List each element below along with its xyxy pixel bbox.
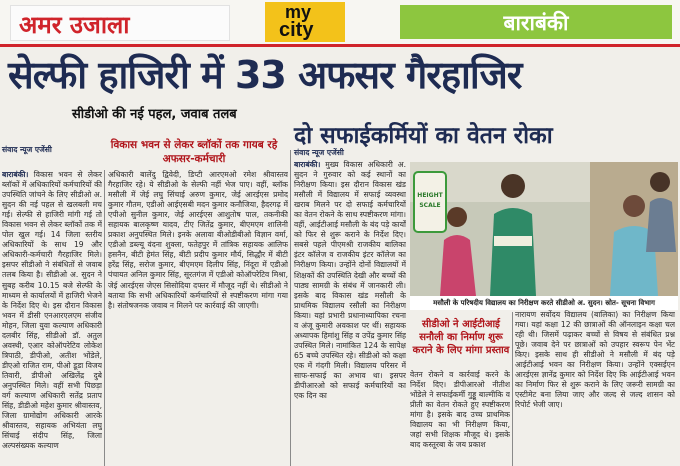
district-name: बाराबंकी xyxy=(503,11,569,35)
kicker-line: सीडीओ की नई पहल, जवाब तलब xyxy=(72,107,237,122)
article-column-4 xyxy=(410,370,510,466)
column-3-text: मुख्य विकास अधिकारी अ. सुदन ने गुरुवार को कई स्थानों का निरीक्षण किया। इस दौरान विकास खंड मसौली में विद्यालय में सफाई व्यवस्था खराब मिलने पर दो सफाई कर्मचारियों का वेतन रोकने के साथ स्पष्टीकरण मांगा। वहीं, आईटीआई मसौली के बंद पड़े कार्यों को फिर से शुरू कराने के निर्देश दिए। सबसे पहले पीएमश्री राजकीय बालिका इंटर कॉलेज व राजकीय इंटर कॉलेज का निरीक्षण किया। उन्होंने दोनों विद्यालयों में शिक्षकों की उपस्थिति देखी और बच्चों की पाठ्य सामग्री के संबंध में जानकारी ली। इसके बाद विकास खंड मसौली के प्राथमिक विद्यालय रसौली का निरीक्षण किया। यहां प्रभारी प्रधानाध्यापिका रचना व अंजू कुमारी अवकाश पर थीं। सहायक अध्यापक हिमांशु सिंह व उपेंद्र कुमार सिंह उपस्थित मिले। नामांकित 124 के सापेक्ष 65 बच्चे उपस्थित रहे। सीडीओ को कक्षा एक में गंदगी मिली। विद्यालय परिसर में साफ-सफाई का अभाव था। इसपर डीपीआरओ को सफाई कर्मचारियों का एक दिन का xyxy=(294,160,406,401)
byline-right: संवाद न्यूज एजेंसी xyxy=(294,148,344,157)
article-column-3 xyxy=(294,160,406,466)
photo-illustration xyxy=(410,162,678,296)
article-column-5 xyxy=(515,310,675,466)
article-column-2 xyxy=(108,170,288,466)
column-divider xyxy=(290,150,291,466)
dateline: बाराबंकी। xyxy=(294,160,321,169)
page-headline: सेल्फी हाजिरी में 33 अफसर गैरहाजिर xyxy=(8,53,522,97)
logo-text: अमर उजाला xyxy=(19,10,130,39)
dateline: बाराबंकी। xyxy=(2,170,29,179)
amar-ujala-logo xyxy=(10,5,230,41)
svg-text:SCALE: SCALE xyxy=(419,202,441,209)
district-banner xyxy=(400,5,672,39)
column-divider xyxy=(512,312,513,466)
column-1-text: विकास भवन से लेकर ब्लॉकों में अधिकारियों कर्मचारियों की उपस्थिति जांचने के लिए सीडीओ अ. सुदन की नई पहल से खलबली मच गई। सेल्फी से हाजिरी मांगी गई तो विकास भवन से लेकर ब्लॉकों तक में पोल खुल गई। 14 जिला स्तरीय अधिकारियों के साथ 19 और अधिकारी-कर्मचारी गैरहाजिर मिले। इसपर सीडीओ ने संबंधितों से जवाब तलब किया है। सीडीओ अ. सुदन ने सुबह करीब 10.15 बजे सेल्फी के माध्यम से कार्यालयों में हाजिरी भेजने के निर्देश दिए थे। इस दौरान विकास भवन में डीसी एनआरएलएम संजीव मोहन, जिला युवा कल्याण अधिकारी दलबीर सिंह, सीडीओ डॉ. अतुल अवस्थी, एआर कोऑपरेटिव लोकेश त्रिपाठी, डीपीओ, अतीश भोंडेले, डीएओ राजित राम, पीओ डूडा विजय तिवारी, डीपीओ अखिलेंद्र दुबे अनुपस्थित मिले। वहीं सभी पिछड़ा वर्ग कल्याण अधिकारी सतेंद्र प्रताप सिंह, डीडीओ महेश कुमार श्रीवास्तव, जिला ग्रामोद्योग अधिकारी आरके श्रीवास्तव, सहायक अभियंता लघु सिंचाई संदीप सिंह, जिला अल्पसंख्यक कल्याण xyxy=(2,170,102,451)
column-divider xyxy=(104,170,105,466)
boxed-subheading: सीडीओ ने आईटीआई सनौली का निर्माण शुरू कराने के लिए मांगा प्रस्ताव xyxy=(412,319,510,356)
mycity-my: my xyxy=(285,2,312,22)
mycity-city: city xyxy=(279,19,314,41)
red-tagline: विकास भवन से लेकर ब्लॉकों तक गायब रहे अफसर-कर्मचारी xyxy=(110,139,278,165)
byline-left: संवाद न्यूज एजेंसी xyxy=(2,145,52,154)
photo-caption: मसौली के परिषदीय विद्यालय का निरीक्षण करते सीडीओ अ. सुदन। स्रोत- सूचना विभाग xyxy=(410,296,678,310)
masthead-rule xyxy=(0,44,680,47)
column-2-text: अधिकारी बालेंदु द्विवेदी, डिप्टी आरएमओ रमेश श्रीवास्तव गैरहाजिर रहे। ये सीडीओ के सेल्फी नहीं भेज पाए। वहीं, ब्लॉक मसौली में जेई लघु सिंचाई अरुण कुमार, जेई आरईएस प्रमोद कुमार गौतम, एडीओ आईएसबी मदन कुमार कनौजिया, हैदरगढ़ में एपीओ सुनील कुमार, जेई आरईएस आशुतोष पाल, तकनीकी सहायक बालकृष्ण यादव, टीए जितेंद्र कुमार, बीएमएम शालिनी प्रकाश अनुपस्थित मिले। इनके अलावा बीओडीबीओ विज्ञान वर्मा, एडीओ डब्ल्यू वंदना शुक्ला, फतेहपुर में तांत्रिक सहायक आलिफ हसनैन, बीटी हेमंत सिंह, बीटी प्रदीप कुमार मौर्य, सिद्धौर में बीटी हरेंद्र सिंह, सरोज कुमार, बीएमएम दिलीप सिंह, निंदूरा में एडीओ पंचायत अनिल कुमार सिंह, सूरतगंज में एडीओ कोऑपरेटिव मिश्रा, जेई आरईएस जेएस सिसोदिया दफ्तर में मौजूद नहीं थे। सीडीओ ने बताया कि सभी अधिकारियों कर्मचारियों से स्पष्टीकरण मांगा गया है। संतोषजनक जवाब न मिलने पर कार्रवाई की जाएगी। xyxy=(108,170,288,310)
article-column-1 xyxy=(2,170,102,466)
column-5-text: नारायण सर्वोदय विद्यालय (बालिका) का निरीक्षण किया गया। यहां कक्षा 12 की छात्राओं की ऑनलाइन कक्षा चल रही थी। जिसमें पढ़ाकर बच्चों से विषय से संबंधित प्रश्न पूछे। जवाब देने पर छात्राओं को उपहार स्वरूप पेन भेंट किए। इसके साथ ही सीडीओ ने मसौली में बंद पड़े आईटीआई भवन का निरीक्षण किया। उन्होंने एक्सईएन आरईएस ज्ञानेंद्र कुमार को निर्देश दिए कि आईटीआई भवन का निर्माण फिर से शुरू कराने के लिए जरूरी सामग्री का एस्टीमेट बना लिया जाए और जल्द से जल्द शासन को रिपोर्ट भेजी जाए। xyxy=(515,310,675,410)
column-4-text: वेतन रोकने व कार्रवाई करने के निर्देश दिए। डीपीआरओ नीतीश भोंडेले ने सफाईकर्मी गुड्डू बाल्मीकि व प्रीती का वेतन रोकते हुए स्पष्टीकरण मांगा है। इसके बाद उच्च प्राथमिक विद्यालय का भी निरीक्षण किया, जहां सभी शिक्षक मौजूद थे। इसके बाद कस्तूरबा के जय प्रकाश xyxy=(410,370,510,450)
inspection-photo xyxy=(410,162,678,296)
mycity-badge xyxy=(265,2,345,42)
svg-text:HEIGHT: HEIGHT xyxy=(417,192,443,199)
sub-headline: दो सफाईकर्मियों का वेतन रोका xyxy=(294,123,553,149)
